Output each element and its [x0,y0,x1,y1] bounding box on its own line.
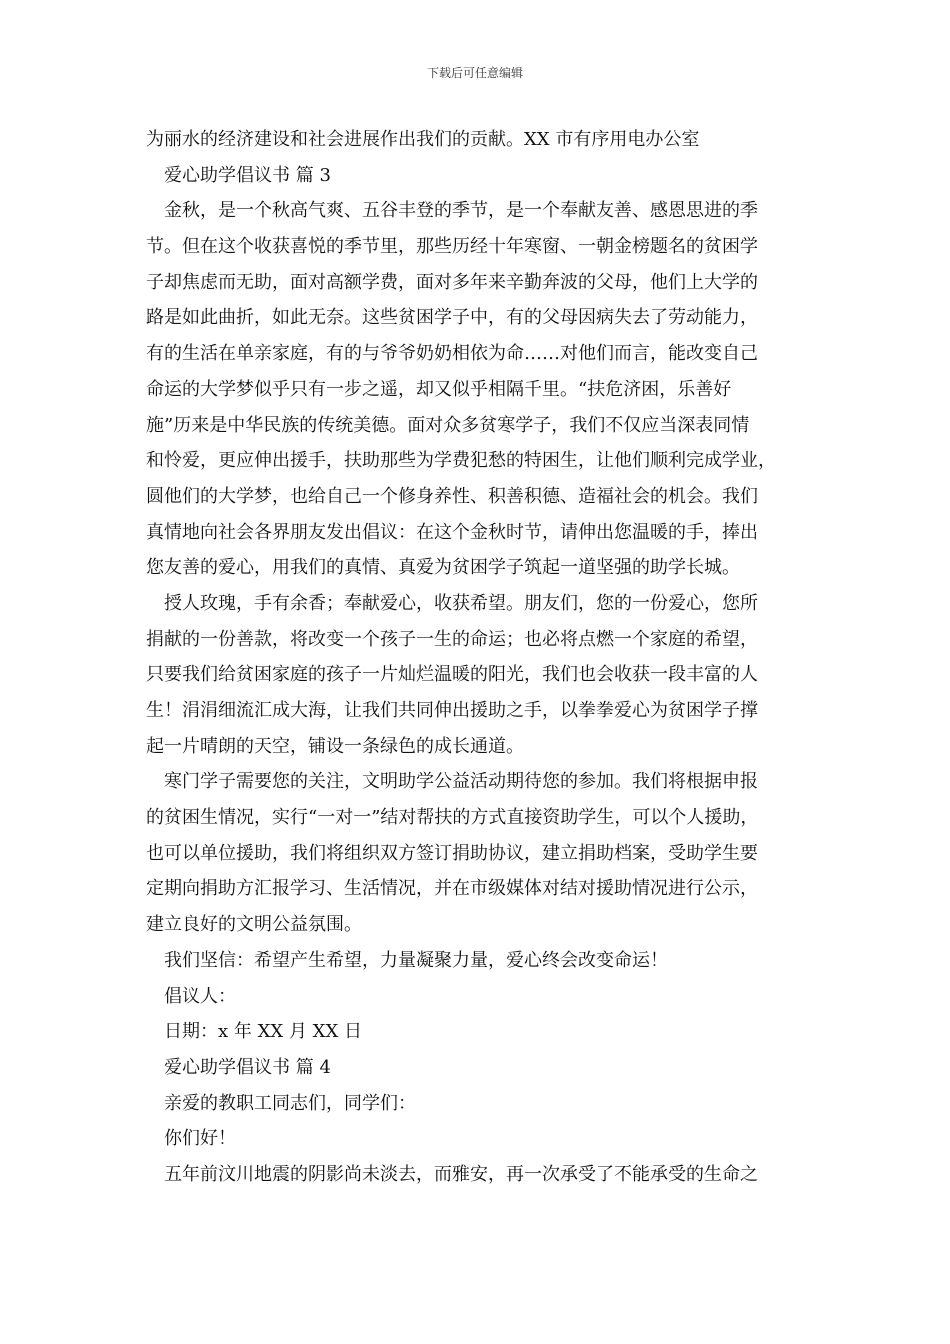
text-line: 金秋，是一个秋高气爽、五谷丰登的季节，是一个奉献友善、感恩思进的季 [164,200,758,222]
text-line: 生！涓涓细流汇成大海，让我们共同伸出援助之手，以拳拳爱心为贫困学子撑 [146,700,758,721]
text-line: 建立良好的文明公益氛围。 [146,914,362,936]
text-line: 定期向捐助方汇报学习、生活情况，并在市级媒体对结对援助情况进行公示， [146,878,758,900]
text-line: 也可以单位援助，我们将组织双方签订捐助协议，建立捐助档案，受助学生要 [146,842,758,864]
text-line: 和怜爱，更应伸出援手，扶助那些为学费犯愁的特困生，让他们顺利完成学业， [146,450,776,472]
text-line: 五年前汶川地震的阴影尚未淡去，而雅安，再一次承受了不能承受的生命之 [164,1163,758,1185]
text-line: 倡议人： [164,985,236,1007]
text-line: 爱心助学倡议书 篇 4 [164,1056,331,1078]
text-line: 我们坚信：希望产生希望，力量凝聚力量，爱心终会改变命运！ [164,949,668,971]
text-line: 你们好！ [164,1128,236,1150]
text-line: 日期：x 年 XX 月 XX 日 [164,1021,363,1043]
text-line: 为丽水的经济建设和社会进展作出我们的贡献。XX 市有序用电办公室 [146,129,700,150]
text-line: 真情地向社会各界朋友发出倡议：在这个金秋时节，请伸出您温暖的手，捧出 [146,521,758,543]
text-line: 命运的大学梦似乎只有一步之遥，却又似乎相隔千里。“扶危济困，乐善好 [146,378,732,400]
text-line: 爱心助学倡议书 篇 3 [164,164,331,186]
text-line: 节。但在这个收获喜悦的季节里，那些历经十年寒窗、一朝金榜题名的贫困学 [146,236,758,258]
text-line: 子却焦虑而无助，面对高额学费，面对多年来辛勤奔波的父母，他们上大学的 [146,271,758,293]
text-line: 起一片晴朗的天空，铺设一条绿色的成长通道。 [146,735,524,757]
text-line: 有的生活在单亲家庭，有的与爷爷奶奶相依为命……对他们而言，能改变自己 [146,343,758,365]
text-line: 的贫困生情况，实行“一对一”结对帮扶的方式直接资助学生，可以个人援助， [146,807,759,829]
text-line: 圆他们的大学梦，也给自己一个修身养性、积善积德、造福社会的机会。我们 [146,485,758,507]
text-line: 寒门学子需要您的关注，文明助学公益活动期待您的参加。我们将根据申报 [164,771,758,793]
text-line: 路是如此曲折，如此无奈。这些贫困学子中，有的父母因病失去了劳动能力， [146,307,758,329]
text-line: 授人玫瑰，手有余香；奉献爱心，收获希望。朋友们，您的一份爱心，您所 [164,592,758,614]
text-line: 只要我们给贫困家庭的孩子一片灿烂温暖的阳光，我们也会收获一段丰富的人 [146,664,758,686]
text-line: 施”历来是中华民族的传统美德。面对众多贫寒学子，我们不仅应当深表同情 [146,414,750,436]
text-line: 亲爱的教职工同志们，同学们： [164,1092,416,1114]
text-line: 捐献的一份善款，将改变一个孩子一生的命运；也必将点燃一个家庭的希望， [146,628,758,650]
document-body [146,122,818,1193]
text-line: 您友善的爱心，用我们的真情、真爱为贫困学子筑起一道坚强的助学长城。 [146,557,740,579]
page-header: 下载后可任意编辑 [426,66,523,80]
